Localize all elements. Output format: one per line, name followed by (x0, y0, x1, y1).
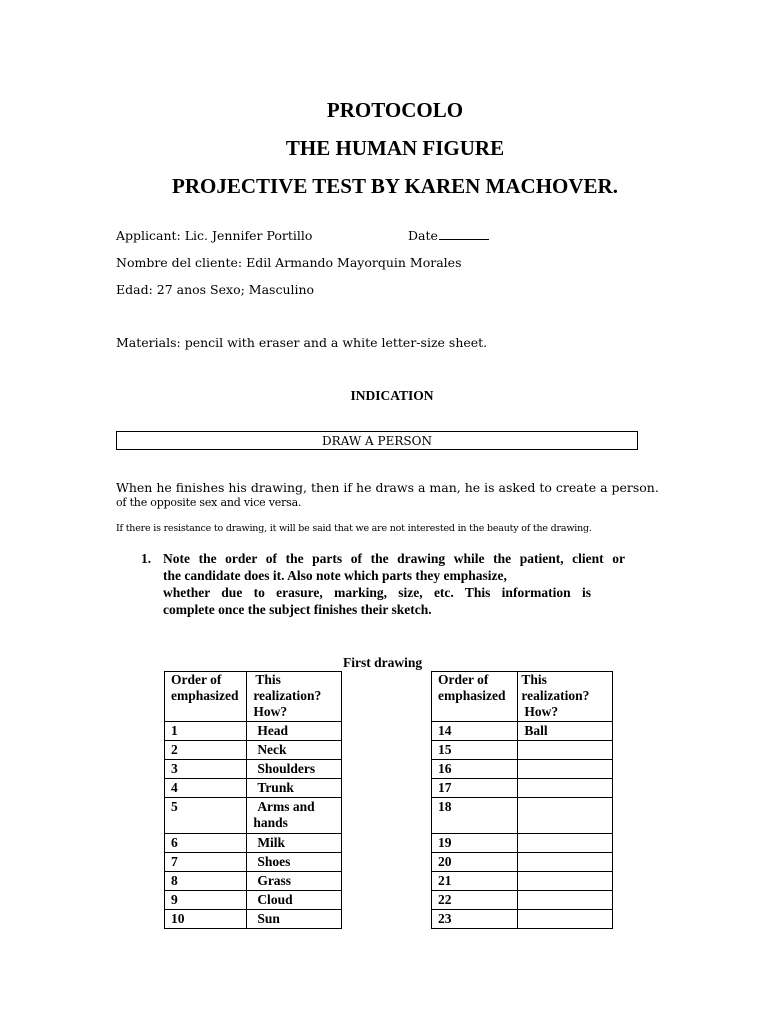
order-cell: 17 (432, 779, 518, 798)
part-cell: Neck (247, 741, 342, 760)
date-blank (439, 229, 489, 240)
order-cell: 19 (432, 834, 518, 853)
table-row (432, 760, 613, 779)
part-cell (518, 853, 613, 872)
order-cell: 18 (432, 798, 518, 834)
part-line-2: hands (253, 815, 288, 830)
table-row (432, 910, 613, 929)
order-cell: 7 (165, 853, 247, 872)
doc-title-projective-test: PROJECTIVE TEST BY KAREN MACHOVER. (172, 174, 618, 198)
order-cell: 6 (165, 834, 247, 853)
header-realization-cell (247, 672, 342, 722)
instruction-line-4: complete once the subject finishes their sketch. (163, 602, 432, 617)
order-cell: 3 (165, 760, 247, 779)
part-cell (518, 779, 613, 798)
part-cell (518, 741, 613, 760)
table-row (165, 853, 342, 872)
table-title: First drawing (343, 655, 423, 670)
header-order-cell (165, 672, 247, 722)
date-label: Date (408, 228, 438, 243)
header-order-cell (432, 672, 518, 722)
table-row (165, 779, 342, 798)
part-cell (518, 798, 613, 834)
table-row (165, 760, 342, 779)
part-cell: Head (247, 722, 342, 741)
header-how: How? (524, 704, 559, 719)
part-cell: Milk (247, 834, 342, 853)
table-row (165, 891, 342, 910)
table-header-row (165, 672, 342, 722)
part-cell: Ball (518, 722, 613, 741)
order-cell: 14 (432, 722, 518, 741)
order-cell: 5 (165, 798, 247, 834)
table-row (432, 834, 613, 853)
indication-heading: INDICATION (350, 388, 434, 403)
age-sex-line: Edad: 27 anos Sexo; Masculino (116, 282, 315, 297)
table-row (432, 779, 613, 798)
header-realization-cell (518, 672, 613, 722)
order-cell: 20 (432, 853, 518, 872)
order-cell: 16 (432, 760, 518, 779)
instruction-line-3: whether due to erasure, marking, size, etc. This information is (163, 585, 591, 600)
part-cell: Grass (247, 872, 342, 891)
table-row (165, 834, 342, 853)
order-cell: 1 (165, 722, 247, 741)
date-field (408, 228, 489, 243)
table-row (165, 741, 342, 760)
order-cell: 23 (432, 910, 518, 929)
table-row (432, 722, 613, 741)
table-row (432, 798, 613, 834)
order-cell: 15 (432, 741, 518, 760)
doc-title-human-figure: THE HUMAN FIGURE (285, 136, 505, 160)
table-row (432, 891, 613, 910)
order-cell: 4 (165, 779, 247, 798)
paragraph-1-line-1: When he finishes his drawing, then if he draws a man, he is asked to create a person. (116, 480, 659, 495)
table-row (432, 741, 613, 760)
part-cell (518, 760, 613, 779)
header-realization: realization? (253, 688, 322, 703)
table-header-row (432, 672, 613, 722)
header-order-word: Order of (438, 672, 489, 687)
table-row (432, 872, 613, 891)
order-cell: 22 (432, 891, 518, 910)
table-row (165, 910, 342, 929)
materials-line: Materials: pencil with eraser and a white letter-size sheet. (116, 335, 488, 350)
order-cell: 2 (165, 741, 247, 760)
table-row (432, 853, 613, 872)
instruction-number: 1. (141, 551, 152, 566)
part-cell (518, 910, 613, 929)
header-this: This (521, 672, 547, 687)
order-cell: 21 (432, 872, 518, 891)
table-row (165, 872, 342, 891)
draw-a-person-box (116, 431, 638, 450)
part-cell (247, 798, 342, 834)
applicant-line: Applicant: Lic. Jennifer Portillo (116, 228, 313, 243)
header-emphasized: emphasized (171, 688, 239, 703)
doc-title-protocolo: PROTOCOLO (326, 98, 464, 122)
header-this: This (255, 672, 281, 687)
order-cell: 8 (165, 872, 247, 891)
part-cell (518, 891, 613, 910)
table-row (165, 722, 342, 741)
order-cell: 9 (165, 891, 247, 910)
instruction-line-1: Note the order of the parts of the drawing while the patient, client or (163, 551, 625, 566)
header-order-word: Order of (171, 672, 222, 687)
draw-a-person-text: DRAW A PERSON (322, 434, 432, 448)
header-realization: realization? (521, 688, 590, 703)
part-cell: Shoulders (247, 760, 342, 779)
instruction-line-2: the candidate does it. Also note which parts they emphasize, (163, 568, 507, 583)
part-line-1: Arms and (257, 799, 315, 814)
table-row (165, 798, 342, 834)
header-emphasized: emphasized (438, 688, 506, 703)
first-drawing-table-left (164, 671, 342, 929)
part-cell (518, 872, 613, 891)
part-cell: Cloud (247, 891, 342, 910)
part-cell: Shoes (247, 853, 342, 872)
order-cell: 10 (165, 910, 247, 929)
header-how: How? (253, 704, 288, 719)
paragraph-2: If there is resistance to drawing, it will be said that we are not interested in the beauty of the drawing. (116, 523, 592, 534)
part-cell (518, 834, 613, 853)
first-drawing-table-right (431, 671, 613, 929)
part-cell: Trunk (247, 779, 342, 798)
paragraph-1-line-2: of the opposite sex and vice versa. (116, 496, 302, 509)
client-name-line: Nombre del cliente: Edil Armando Mayorquin Morales (116, 255, 462, 270)
part-cell: Sun (247, 910, 342, 929)
